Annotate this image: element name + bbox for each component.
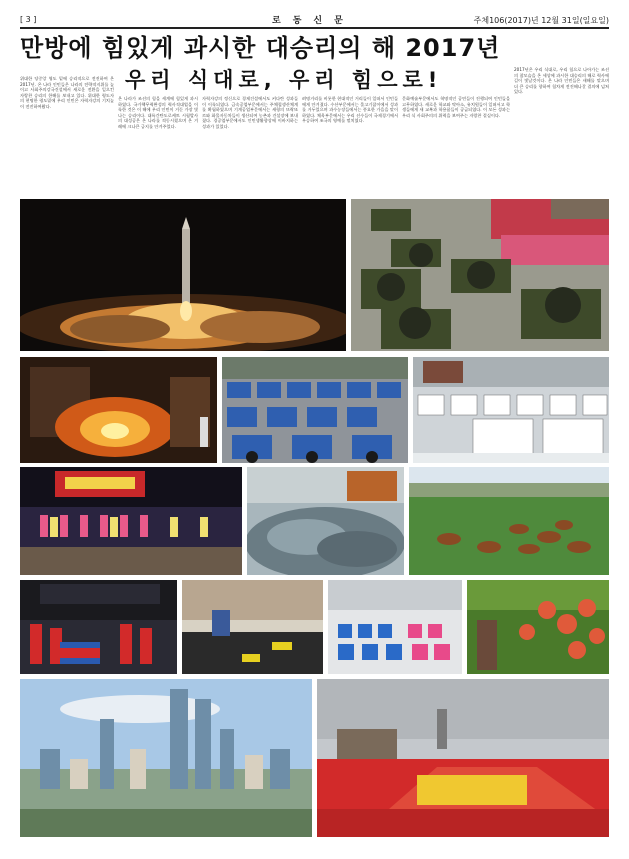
article-column-5: 문화예술부문에서도 혁명적인 공연들이 진행되여 인민들을 고무하였다. 새로운 학교와 탁아소, 유치원들이 일떠서고 학생들에게 새 교복과 학용품들이 공급되였다. 이 모든 성과는 우리 식 사회주의의 위력을 보여주는 자랑찬 결실이다.: [402, 96, 510, 118]
article-column-3: 자력자강의 정신으로 경제건설에서도 커다란 성과들이 이룩되였다. 금속공업부문에서는 주체철생산체계를 확립하였으며 기계공업부문에서는 새형의 뜨락또르와 화물자동차들이 생산되여 농촌과 건설장에 보내졌다. 경공업부문에서도 인민생활향상에 이바지하는 성과가 있었다.: [202, 96, 298, 129]
missile-parade-photo: [351, 199, 609, 351]
issue-date: 주체106(2017)년 12월 31일(일요일): [473, 16, 609, 25]
article-column-2: 온 나라가 조선의 힘을 세계에 힘있게 과시하였다. 국가핵무력완성의 력사적대업을 이룩한 것은 이 해에 우리 인민이 거둔 가장 빛나는 승리이다. 대륙간탄도로케트 시험발사의 대성공은 온 나라를 격동시켰으며 온 겨레에 크나큰 긍지를 안겨주었다.: [118, 96, 198, 129]
main-headline: 만방에 힘있게 과시한 대승리의 해 2017년: [20, 34, 501, 62]
fish-catch-photo: [247, 467, 404, 575]
article-column-6: 2017년은 우리 식대로, 우리 힘으로 나아가는 조선의 참모습을 온 세상에 과시한 대승리의 해로 력사에 길이 빛날것이다. 온 나라 인민들은 새해를 맞으며 더 큰 승리를 향하여 힘차게 전진해나갈 결의에 넘쳐있다.: [514, 67, 609, 95]
header-rule: [20, 27, 609, 29]
page-number: [ 3 ]: [20, 15, 37, 24]
stage-performance-photo: [20, 467, 242, 575]
sub-headline: 우리 식대로, 우리 힘으로!: [125, 68, 443, 92]
steel-furnace-photo: [20, 357, 217, 463]
apple-orchard-photo: [467, 580, 609, 674]
trucks-photo: [413, 357, 609, 463]
football-champions-photo: [20, 580, 177, 674]
shoe-factory-photo: [182, 580, 323, 674]
city-skyline-photo: [20, 679, 312, 837]
article-column-4: 려명거리를 비롯한 현대적인 거리들이 일떠서 인민들에게 안겨졌다. 수산부문에서는 물고기잡이에서 성과를 거두었으며 과수농장들에서는 풍요한 가을을 맞이하였다. 체육부문에서는 우리 선수들이 국제경기에서 우승하여 조국의 영예를 떨치였다.: [302, 96, 398, 124]
tractors-photo: [222, 357, 408, 463]
article-column-1: 위대한 당중앙 영도 밑에 승리적으로 전진하여 온 2017년. 온 나라 인민들은 나라의 전략적지위를 높이고 사회주의강국건설에서 새로운 전환을 일으킨 자랑찬 승리의 한해를 보내고 있다. 위대한 령도자의 현명한 령도밑에 우리 인민은 자력자강의 기치높이 전진하여왔다.: [20, 76, 114, 109]
newspaper-name: 로동신문: [272, 16, 355, 26]
cattle-pasture-photo: [409, 467, 609, 575]
rocket-launch-photo: [20, 199, 346, 351]
school-bags-photo: [328, 580, 462, 674]
mass-celebration-photo: [317, 679, 609, 837]
newspaper-header: [20, 13, 609, 25]
